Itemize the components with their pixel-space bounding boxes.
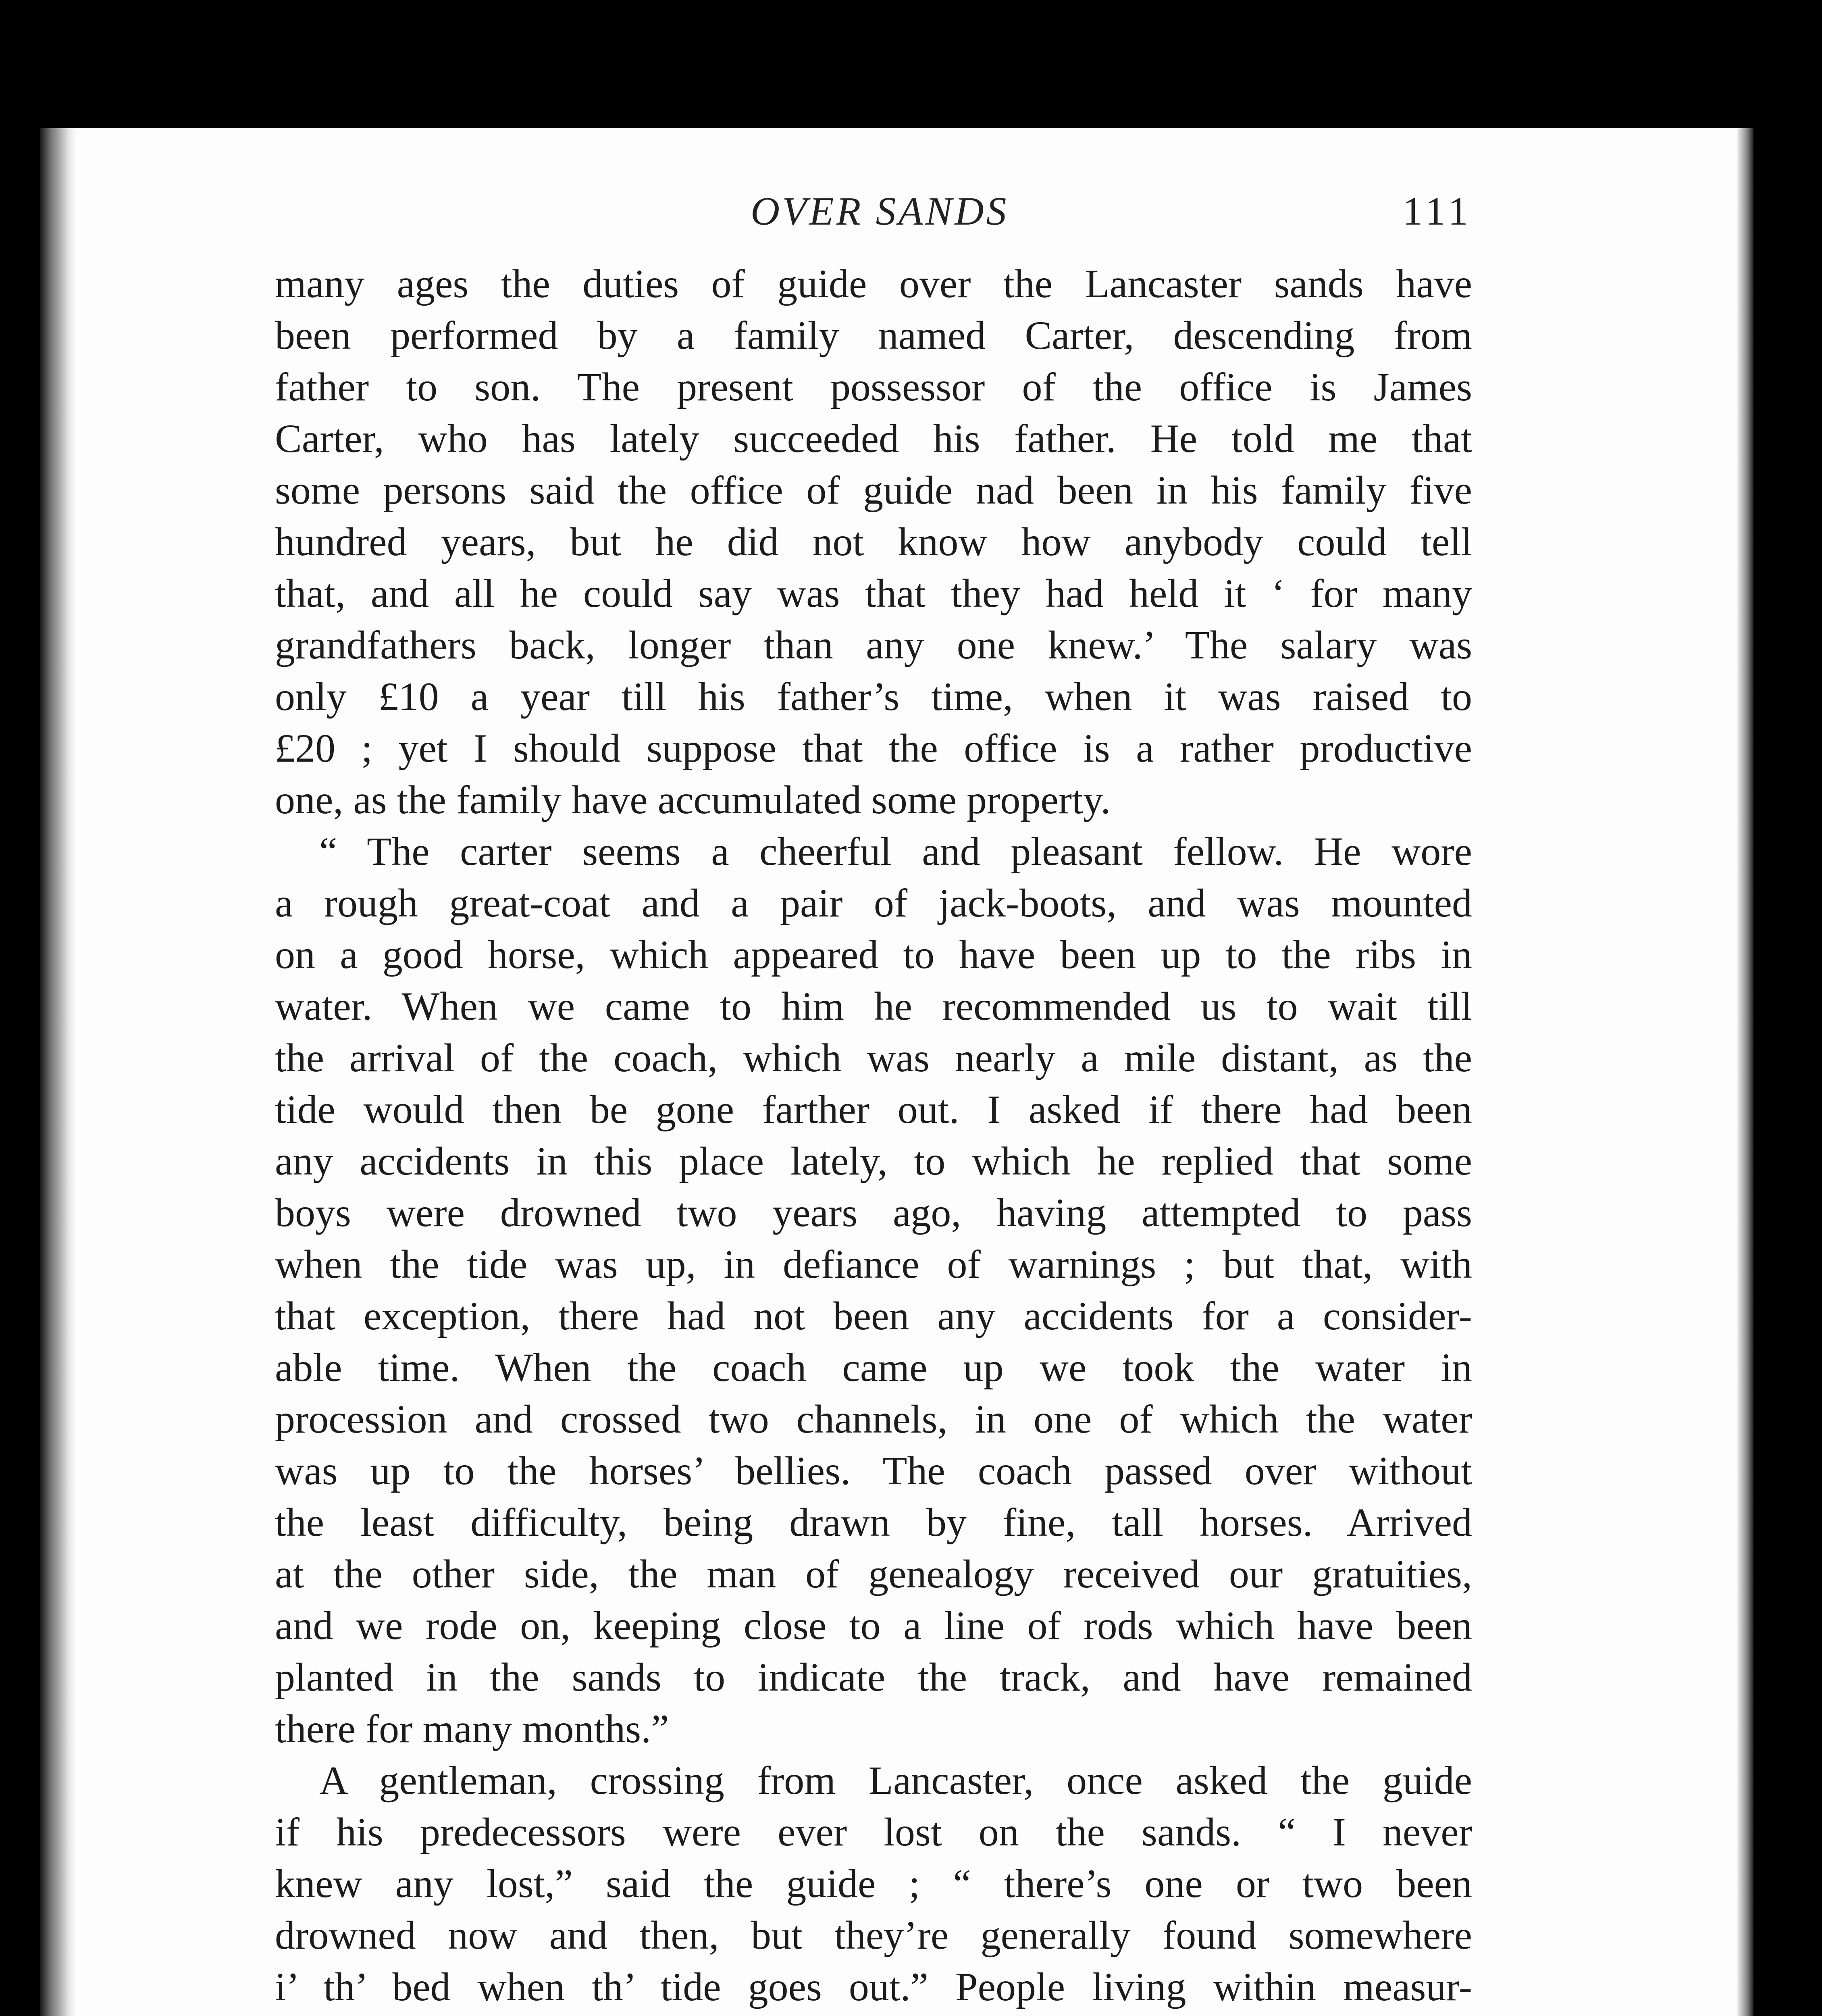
text-line: A gentleman, crossing from Lancaster, once asked the guide (319, 1758, 1472, 1803)
text-line: some persons said the office of guide nad been in his family five (275, 468, 1472, 512)
text-line: that, and all he could say was that they had held it ‘ for many (275, 571, 1472, 616)
running-title: OVER SANDS (751, 189, 1009, 233)
page-number: 111 (1402, 189, 1472, 233)
text-line (275, 2013, 1472, 2016)
text-line: was up to the horses’ bellies. The coach passed over without (275, 1448, 1472, 1493)
text-line: knew any lost,” said the guide ; “ there’s one or two been (275, 1861, 1472, 1906)
text-line: on a good horse, which appeared to have been up to the ribs in (275, 932, 1472, 977)
text-line: the arrival of the coach, which was nearly a mile distant, as the (275, 1035, 1472, 1080)
text-line: when the tide was up, in defiance of warnings ; but that, with (275, 1242, 1472, 1287)
text-line: able time. When the coach came up we took the water in (275, 1345, 1472, 1390)
text-line: “ The carter seems a cheerful and pleasant fellow. He wore (319, 829, 1472, 874)
text-line: and we rode on, keeping close to a line of rods which have been (275, 1603, 1472, 1648)
text-line: there for many months.” (275, 1706, 669, 1751)
text-line: the least difficulty, being drawn by fine, tall horses. Arrived (275, 1500, 1472, 1545)
text-line: one, as the family have accumulated some property. (275, 777, 1111, 822)
text-line: hundred years, but he did not know how anybody could tell (275, 519, 1472, 564)
text-line: at the other side, the man of genealogy received our gratuities, (275, 1552, 1472, 1596)
text-line: Carter, who has lately succeeded his father. He told me that (275, 416, 1472, 461)
text-line: grandfathers back, longer than any one knew.’ The salary was (275, 623, 1472, 667)
text-line: that exception, there had not been any accidents for a consider- (275, 1293, 1472, 1338)
text-line: tide would then be gone farther out. I asked if there had been (275, 1087, 1472, 1132)
text-line: only £10 a year till his father’s time, when it was raised to (275, 674, 1472, 719)
text-line: £20 ; yet I should suppose that the office is a rather productive (275, 726, 1472, 771)
text-line: planted in the sands to indicate the track, and have remained (275, 1655, 1472, 1699)
spine-shadow (40, 128, 77, 2016)
text-line: a rough great-coat and a pair of jack-boots, and was mounted (275, 881, 1472, 925)
body-text (275, 258, 1472, 2016)
text-line: any accidents in this place lately, to which he replied that some (275, 1139, 1472, 1183)
page-edge (1737, 128, 1753, 2016)
text-line: boys were drowned two years ago, having attempted to pass (275, 1190, 1472, 1235)
text-line: i’ th’ bed when th’ tide goes out.” People living within measur- (275, 1964, 1472, 2009)
text-line: if his predecessors were ever lost on the sands. “ I never (275, 1810, 1472, 1854)
text-line: drowned now and then, but they’re generally found somewhere (275, 1913, 1472, 1958)
text-line: many ages the duties of guide over the Lancaster sands have (275, 261, 1472, 306)
text-line: father to son. The present possessor of the office is James (275, 364, 1472, 409)
running-head (275, 188, 1472, 248)
text-line: water. When we came to him he recommended us to wait till (275, 984, 1472, 1029)
text-line: been performed by a family named Carter, descending from (275, 313, 1472, 358)
text-line: procession and crossed two channels, in one of which the water (275, 1397, 1472, 1441)
